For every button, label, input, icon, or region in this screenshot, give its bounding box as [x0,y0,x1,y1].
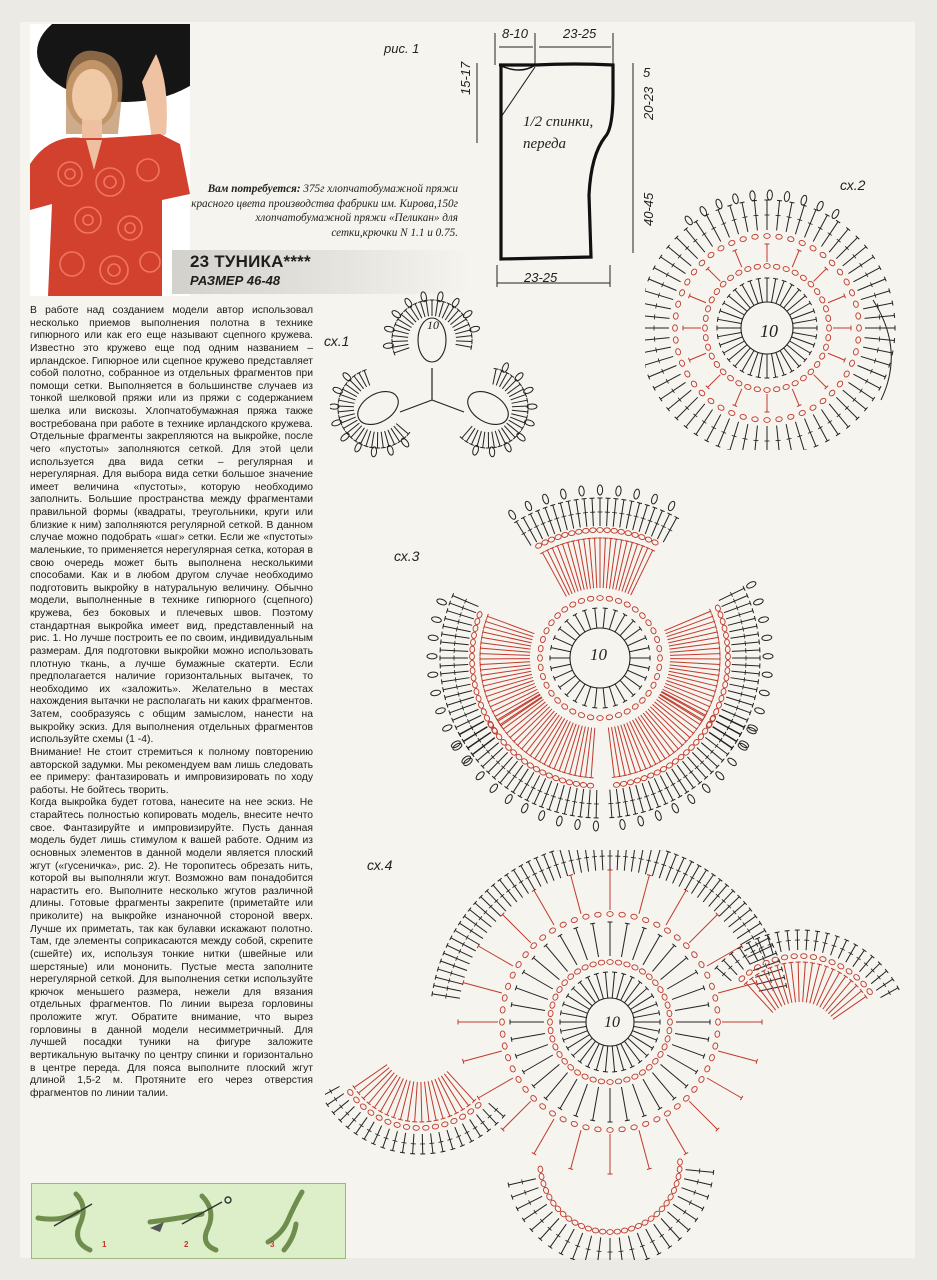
step-number-2: 2 [184,1240,189,1249]
pattern-dim-right-bottom: 40-45 [641,192,656,226]
article-body [30,305,313,1100]
chart-2-center: 10 [760,321,778,341]
chart-3-flower [400,440,790,840]
pattern-label: рис. 1 [384,41,420,56]
materials-lead: Вам потребуется: [207,183,301,195]
chart-1-shamrock [330,280,550,460]
chart-2-medallion [645,150,905,450]
pattern-dim-top-right: 23-25 [563,26,597,41]
pattern-dim-bottom: 23-25 [524,270,558,285]
article-paragraph-3: Когда выкройка будет готова, нанесите на нее эскиз. Не старайтесь полностью копировать модель, внесите нечто свое. Фантазируйте и импровизируйте. Пусть данная модель будет лишь стимулом к вашей работе. Одним из основных элементов в данной модели является плоский жгут («гусеничка», рис. 2). Не торопитесь обрезать нить, которой вы выполняли жгут. Возможно вам понадобится нарастить его. Выполните несколько жгутов различной длины. Готовые фрагменты закрепите (приметайте или приколите) на выкройке изнаночной стороной вверх. Лучше их приметать, так как булавки искажают полотно. Там, где элементы соприкасаются между собой, скрепите (сшейте) их, используя тонкие нитки (швейные или шерстяные) или мононить. Пустые места заполните нерегулярной сеткой. Для выполнения сетки используйте крючок меньшего размера, нежели для вязания отдельных фрагментов. По линии выреза горловины проложите жгут. Обратите внимание, что вырез горловины в данной модели несимметричный. Для лучшей посадки туники на фигуре заложите вертикальную вытачку по центру спинки и горизонтально в центре переда. Для пояса выполните плоский жгут длиной 1,5-2 м. Протяните его через отверстия фрагментов по линии талии. [30,797,313,1099]
chart-3-label: сх.3 [394,548,420,564]
step-number-3: 3 [270,1240,275,1249]
chart-4-center: 10 [604,1014,620,1031]
page-title: 23 ТУНИКА**** [190,252,311,271]
step-number-1: 1 [102,1240,107,1249]
article-paragraph-2: Внимание! Не стоит стремиться к полному повторению авторской задумки. Мы рекомендуем вам лишь следовать ее примеру: фантазировать и импровизировать по ходу работы. Не бойтесь творить. [30,746,313,796]
pattern-figure [455,25,655,293]
chart-2-label: сх.2 [840,177,866,193]
chart-4-large-motif [325,850,925,1260]
cord-steps-illustration [32,1184,345,1258]
pattern-dim-top-left: 8-10 [502,26,529,41]
article-paragraph-1: В работе над созданием модели автор использовал несколько приемов выполнения полотна в технике гипюрного или как его еще называют сцепного кружева. Известно это кружево еще под одним названием – ирландское. Гипюрное или сцепное кружево представляет собой полотно, собранное из отдельных фрагментов при помощи сетки. Выполняется в большинстве случаев из тонкой шелковой пряжи или из пряжи с содержанием шелка или вискозы. Хлопчатобумажная пряжа также востребована при работе в технике ирландского кружева. Отдельные фрагменты закрепляются на выкройке, после чего «пустоты» заполняются сеткой. Для этой цели используется два вида сетки – регулярная и нерегулярная. Для выбора вида сетки большое значение имеет величина «пустоты», которую необходимо заполнить. Большие пространства между фрагментами правильной формы (квадраты, треугольники, круги или близкие к ним) заполняются регулярной сеткой. В данном случае можно подобрать «шаг» сетки. Если же «пустоты» маленькие, то применяется нерегулярная сетка, которая в свою очередь может быть выполнена несколькими способами. Как и в любом другом случае необходимо подготовить выкройку в натуральную величину. Обычно модели, выполненные в технике гипюрного (сцепного) кружева, без боковых и плечевых швов. Поэтому стандартная выкройка имеет вид, представленный на рис. 1. Но лучше построить ее по своим, индивидуальным размерам. Для подготовки выкройки можно использовать плотную ткань, а лучше бумажные скатерти. Если предполагается наличие горизонтальных вытачек, то необходимо их «заложить». Желательно в местах нахождения вытачки не располагать ни каких фрагментов. Затем, сообразуясь с общим замыслом, нанести на выкройку эскиз. Для выполнения отдельных фрагментов используйте схемы (1 -4). [30,305,313,746]
materials-body: 375г хлопчатобумажной пряжи красного цвета производства фабрики им. Кирова,150г хлопчатобумажной пряжи «Пеликан» для сетки,крючки N 1.1 и 0.75. [191,183,458,239]
pattern-dim-right-mid: 20-23 [641,86,656,120]
pattern-caption-line1: 1/2 спинки, [523,114,594,130]
cord-steps-strip [31,1183,346,1259]
pattern-caption-line2: переда [523,136,567,152]
chart-3-center: 10 [590,645,607,664]
chart-1-center: 10 [427,318,439,332]
size-label: РАЗМЕР 46-48 [190,273,281,288]
pattern-dim-right-top: 5 [643,65,651,80]
model-photo [30,24,190,296]
pattern-dim-left: 15-17 [458,61,473,95]
materials-text [190,182,458,240]
chart-1-label: сх.1 [324,333,350,349]
chart-4-label: сх.4 [367,857,393,873]
